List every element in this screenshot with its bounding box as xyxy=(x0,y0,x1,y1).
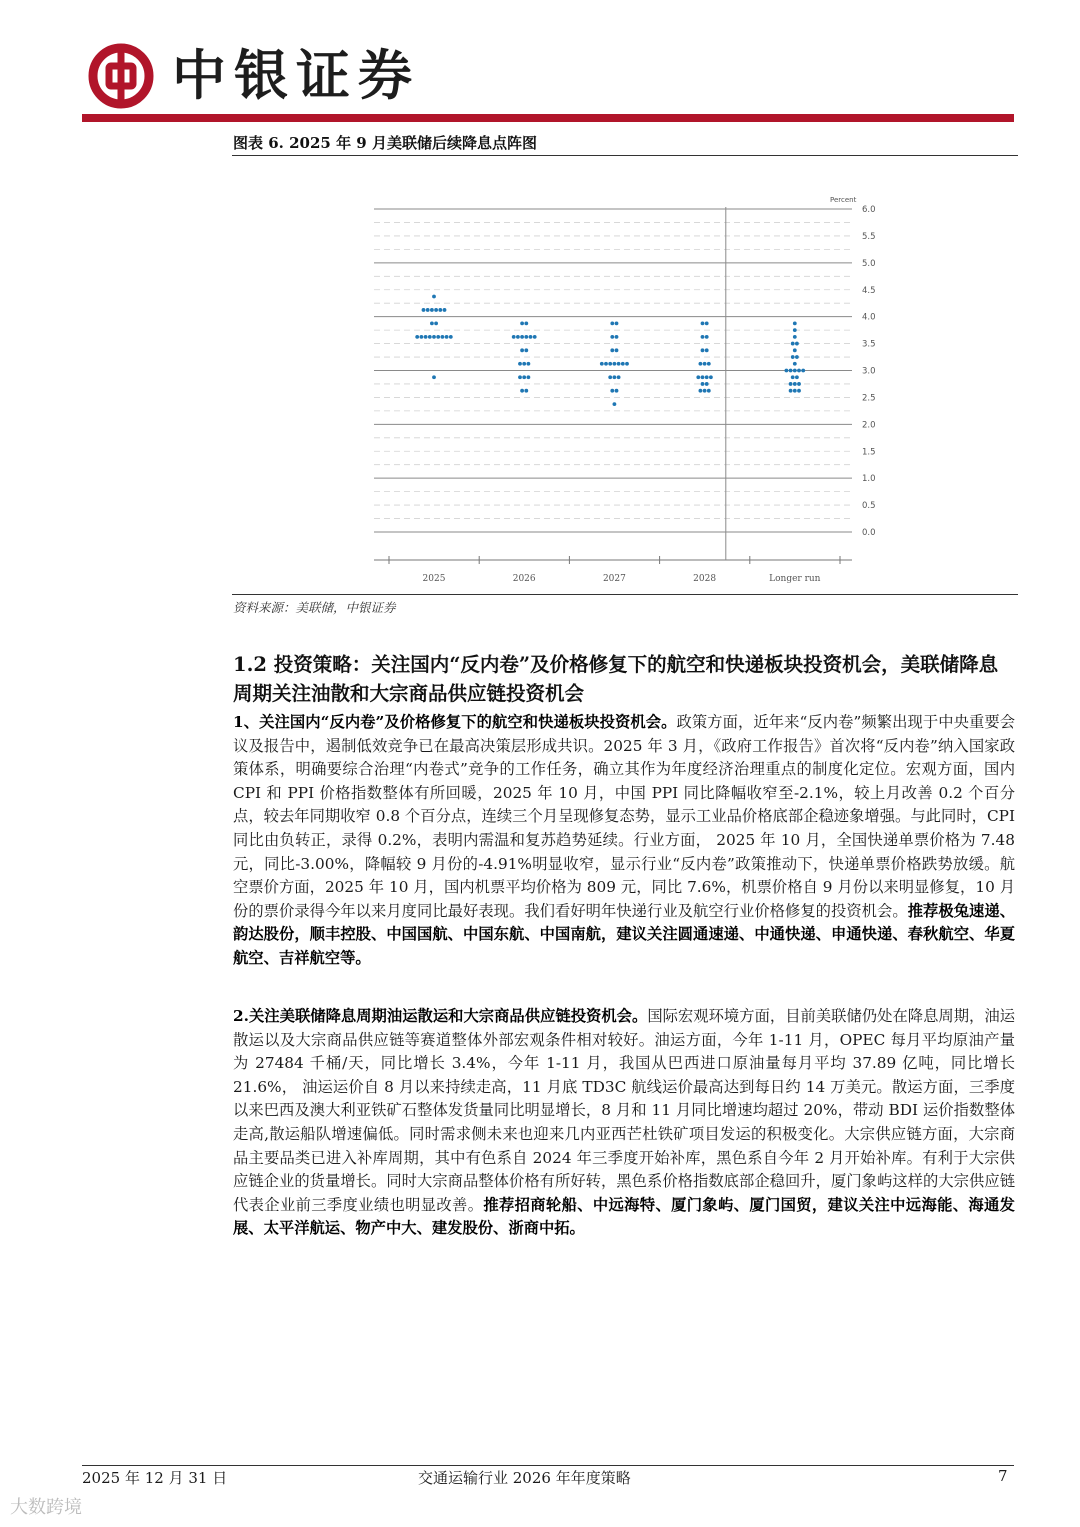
dot-point xyxy=(705,335,709,339)
dot-point xyxy=(615,335,619,339)
y-tick-label: 0.0 xyxy=(862,528,876,538)
dot-point xyxy=(707,389,711,393)
dot-point xyxy=(793,348,797,352)
footer-doc-title: 交通运输行业 2026 年年度策略 xyxy=(418,1469,631,1487)
dot-point xyxy=(430,308,434,312)
dot-point xyxy=(608,362,612,366)
y-tick-label: 2.0 xyxy=(862,420,876,431)
figure-top-rule xyxy=(232,155,1018,156)
dot-point xyxy=(705,321,709,325)
dot-point xyxy=(512,335,516,339)
y-tick-label: 5.5 xyxy=(862,231,876,242)
dot-point xyxy=(432,375,436,379)
dot-point xyxy=(424,335,428,339)
dot-point xyxy=(415,335,419,339)
footer-rule xyxy=(82,1465,1014,1466)
dot-point xyxy=(791,342,795,346)
dot-point xyxy=(701,382,705,386)
dot-point xyxy=(797,389,801,393)
dot-point xyxy=(613,375,617,379)
dot-point xyxy=(795,375,799,379)
dot-point xyxy=(789,389,793,393)
dot-point xyxy=(791,355,795,359)
y-tick-label: 4.5 xyxy=(862,285,876,296)
dot-point xyxy=(709,375,713,379)
x-tick-label: 2027 xyxy=(602,574,626,584)
dot-point xyxy=(795,342,799,346)
dot-point xyxy=(441,335,445,339)
bank-of-china-logo-icon xyxy=(88,43,154,109)
dot-point xyxy=(617,362,621,366)
dot-point xyxy=(434,308,438,312)
dot-point xyxy=(625,362,629,366)
y-axis-label: Percent xyxy=(830,196,857,204)
dot-point xyxy=(793,321,797,325)
dot-point xyxy=(420,335,424,339)
x-tick-label: 2026 xyxy=(512,574,536,584)
figure-bottom-rule xyxy=(232,594,1018,595)
dot-point xyxy=(696,375,700,379)
dot-point xyxy=(785,369,789,373)
dot-point xyxy=(613,402,617,406)
dot-point xyxy=(600,362,604,366)
dot-point xyxy=(518,362,522,366)
y-tick-label: 0.5 xyxy=(862,501,876,512)
dot-point xyxy=(701,321,705,325)
dot-point xyxy=(436,335,440,339)
dot-point xyxy=(524,335,528,339)
dot-plot-chart xyxy=(232,158,1018,594)
dot-point xyxy=(789,369,793,373)
dot-point xyxy=(797,382,801,386)
dot-point xyxy=(516,335,520,339)
dot-point xyxy=(426,308,430,312)
x-tick-label: Longer run xyxy=(769,574,821,584)
dot-point xyxy=(617,375,621,379)
header-red-bar xyxy=(82,114,1014,122)
section-title: 1.2 投资策略：关注国内“反内卷”及价格修复下的航空和快递板块投资机会，美联储降息周期关注油散和大宗商品供应链投资机会 xyxy=(233,653,999,705)
dot-point xyxy=(524,348,528,352)
dot-point xyxy=(527,375,531,379)
dot-point xyxy=(801,369,805,373)
dot-point xyxy=(705,375,709,379)
page-header xyxy=(82,38,1017,122)
dot-point xyxy=(615,389,619,393)
dot-point xyxy=(524,321,528,325)
dot-point xyxy=(524,389,528,393)
dot-point xyxy=(701,348,705,352)
dot-point xyxy=(432,295,436,299)
dot-point xyxy=(443,308,447,312)
figure-title: 图表 6. 2025 年 9 月美联储后续降息点阵图 xyxy=(233,134,537,152)
dot-point xyxy=(445,335,449,339)
paragraph-2 xyxy=(233,1005,1015,1241)
footer-page-number: 7 xyxy=(998,1467,1008,1485)
x-tick-label: 2028 xyxy=(693,574,717,584)
dot-point xyxy=(791,375,795,379)
dot-point xyxy=(701,335,705,339)
dot-point xyxy=(434,321,438,325)
dot-point xyxy=(449,335,453,339)
paragraph-1-body: 政策方面，近年来“反内卷”频繁出现于中央重要会议及报告中，遏制低效竞争已在最高决策层形成共识。2025 年 3 月，《政府工作报告》首次将“反内卷”纳入国家政策体系，明确要综合治理“内卷式”竞争的工作任务，确立其作为年度经济治理重点的制度化定位。宏观方面，国内 CPI 和 PPI 价格指数整体有所回暖，2025 年 10 月，中国 PPI 同比降幅收窄至-2.1%，较上月改善 0.2 个百分点，较去年同期收窄 0.8 个百分点，连续三个月呈现修复态势，显示工业品价格底部企稳迹象增强。与此同时，CPI 同比由负转正，录得 0.2%，表明内需温和复苏趋势延续。行业方面， 2025 年 10 月，全国快递单票价格为 7.48 元，同比-3.00%，降幅较 9 月份的-4.91%明显收窄，显示行业“反内卷”政策推动下，快递单票价格跌势放缓。航空票价方面，2025 年 10 月，国内机票平均价格为 809 元，同比 7.6%，机票价格自 9 月份以来明显修复，10 月份的票价录得今年以来月度同比最好表现。我们看好明年快递行业及航空行业价格修复的投资机会。 xyxy=(233,713,1015,920)
y-tick-label: 3.0 xyxy=(862,366,876,377)
dot-point xyxy=(789,382,793,386)
paragraph-2-recommendation: 推荐招商轮船、中远海特、厦门象屿、厦门国贸，建议关注中远海能、海通发展、太平洋航运、物产中大、建发股份、浙商中拓。 xyxy=(233,1195,1015,1238)
brand-name: 中银证券 xyxy=(172,43,420,107)
dot-point xyxy=(621,362,625,366)
dot-point xyxy=(793,382,797,386)
dot-point xyxy=(793,389,797,393)
dot-point xyxy=(615,321,619,325)
dot-point xyxy=(699,389,703,393)
dot-point xyxy=(610,321,614,325)
y-tick-label: 1.0 xyxy=(862,474,876,485)
dot-point xyxy=(705,382,709,386)
x-tick-label: 2025 xyxy=(422,574,446,584)
y-tick-label: 4.0 xyxy=(862,312,876,323)
dot-point xyxy=(703,362,707,366)
dot-point xyxy=(529,335,533,339)
dot-point xyxy=(533,335,537,339)
dot-point xyxy=(520,389,524,393)
figure-source: 资料来源：美联储，中银证券 xyxy=(233,600,396,615)
paragraph-2-lead: 2.关注美联储降息周期油运散运和大宗商品供应链投资机会。 xyxy=(233,1007,648,1025)
paragraph-1-lead: 1、关注国内“反内卷”及价格修复下的航空和快递板块投资机会。 xyxy=(233,713,677,731)
dot-point xyxy=(520,321,524,325)
dot-point xyxy=(615,348,619,352)
dot-point xyxy=(520,348,524,352)
dot-point xyxy=(522,362,526,366)
y-tick-label: 1.5 xyxy=(862,447,876,458)
paragraph-2-body: 国际宏观环境方面，目前美联储仍处在降息周期，油运散运以及大宗商品供应链等赛道整体外部宏观条件相对较好。油运方面，今年 1-11 月，OPEC 每月平均原油产量为 27484 千桶/天，同比增长 3.4%，今年 1-11 月，我国从巴西进口原油量每月平均 37.89 亿吨，同比增长 21.6%， 油运运价自 8 月以来持续走高，11 月底 TD3C 航线运价最高达到每日约 14 万美元。散运方面，三季度以来巴西及澳大利亚铁矿石整体发货量同比明显增长，8 月和 11 月同比增速均超过 20%，带动 BDI 运价指数整体走高,散运船队增速偏低。同时需求侧未来也迎来几内亚西芒杜铁矿项目发运的积极变化。大宗供应链方面，大宗商品主要品类已进入补库周期，其中有色系自 2024 年三季度开始补库，黑色系自今年 2 月开始补库。有利于大宗供应链企业的货量增长。同时大宗商品整体价格有所好转，黑色系价格指数底部企稳回升，厦门象屿这样的大宗供应链代表企业前三季度业绩也明显改善。 xyxy=(233,1007,1015,1214)
dot-point xyxy=(793,369,797,373)
paragraph-1-recommendation: 推荐极兔速递、韵达股份，顺丰控股、中国国航、中国东航、中国南航，建议关注圆通速递、中通快递、申通快递、春秋航空、华夏航空、吉祥航空等。 xyxy=(233,901,1015,967)
dot-point xyxy=(610,335,614,339)
dot-point xyxy=(610,389,614,393)
dot-point xyxy=(699,362,703,366)
dot-point xyxy=(432,335,436,339)
dot-point xyxy=(604,362,608,366)
footer-date: 2025 年 12 月 31 日 xyxy=(82,1469,228,1487)
dot-point xyxy=(518,375,522,379)
dot-point xyxy=(707,362,711,366)
y-tick-label: 3.5 xyxy=(862,339,876,350)
dot-point xyxy=(430,321,434,325)
dot-point xyxy=(610,348,614,352)
dot-point xyxy=(705,348,709,352)
dot-point xyxy=(428,335,432,339)
dot-point xyxy=(793,362,797,366)
dot-point xyxy=(795,355,799,359)
dot-point xyxy=(422,308,426,312)
dot-point xyxy=(438,308,442,312)
dot-point xyxy=(613,362,617,366)
y-tick-label: 2.5 xyxy=(862,393,876,404)
y-tick-label: 5.0 xyxy=(862,258,876,269)
dot-point xyxy=(527,362,531,366)
y-tick-label: 6.0 xyxy=(862,205,876,215)
dot-point xyxy=(522,375,526,379)
dot-point xyxy=(793,328,797,332)
watermark: 大数跨境 xyxy=(10,1497,82,1518)
dot-point xyxy=(520,335,524,339)
dot-point xyxy=(701,375,705,379)
dot-point xyxy=(793,335,797,339)
paragraph-1 xyxy=(233,711,1015,971)
dot-point xyxy=(703,389,707,393)
dot-point xyxy=(608,375,612,379)
dot-point xyxy=(797,369,801,373)
